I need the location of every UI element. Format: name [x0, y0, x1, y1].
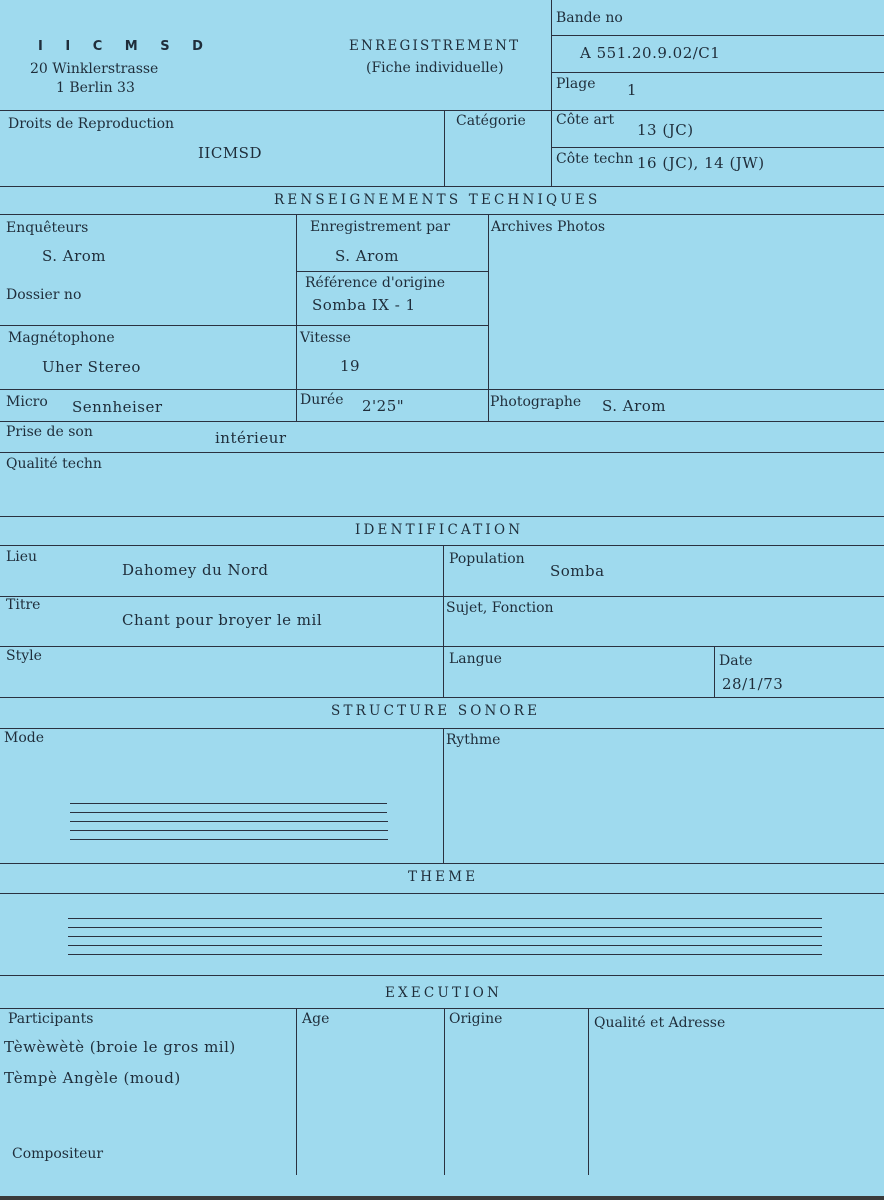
rythme-label: Rythme [446, 732, 501, 748]
rule [588, 1008, 589, 1175]
enqueteurs-value: S. Arom [42, 247, 107, 265]
dossier-label: Dossier no [6, 287, 82, 303]
photographe-value: S. Arom [602, 397, 667, 415]
rule [551, 147, 884, 148]
identification-heading: IDENTIFICATION [355, 522, 524, 538]
langue-label: Langue [449, 651, 502, 667]
execution-heading: EXECUTION [385, 985, 503, 1001]
structure-heading: STRUCTURE SONORE [331, 703, 541, 719]
qualite-adresse-label: Qualité et Adresse [594, 1015, 726, 1031]
theme-staff-line [68, 954, 822, 955]
rule [0, 893, 884, 894]
magnetophone-label: Magnétophone [8, 330, 115, 346]
rule [0, 421, 884, 422]
qualite-techn-label: Qualité techn [6, 456, 102, 472]
rule [296, 1008, 297, 1175]
vitesse-label: Vitesse [300, 330, 351, 346]
duree-value: 2'25" [362, 397, 405, 415]
mode-label: Mode [4, 730, 45, 746]
rule [551, 35, 884, 36]
bottom-edge [0, 1196, 884, 1200]
mode-staff-line [70, 830, 388, 831]
rule [0, 186, 884, 187]
rule [0, 1008, 884, 1009]
mode-staff-line [70, 821, 388, 822]
participant-1: Tèwèwètè (broie le gros mil) [4, 1038, 236, 1056]
org-name: I I C M S D [38, 39, 212, 54]
titre-label: Titre [6, 597, 41, 613]
titre-value: Chant pour broyer le mil [122, 611, 323, 629]
prise-label: Prise de son [6, 424, 93, 440]
rule [0, 728, 884, 729]
rule [0, 110, 884, 111]
duree-label: Durée [300, 392, 344, 408]
vitesse-value: 19 [340, 357, 361, 375]
cote-techn-label: Côte techn [556, 151, 634, 167]
sujet-label: Sujet, Fonction [446, 600, 554, 616]
bande-label: Bande no [556, 10, 623, 26]
rule [551, 72, 884, 73]
magnetophone-value: Uher Stereo [42, 358, 141, 376]
reference-label: Référence d'origine [305, 275, 446, 291]
compositeur-label: Compositeur [12, 1146, 104, 1162]
micro-label: Micro [6, 394, 48, 410]
population-label: Population [449, 551, 525, 567]
mode-staff-line [70, 803, 387, 804]
mode-staff-line [70, 839, 388, 840]
enqueteurs-label: Enquêteurs [6, 220, 89, 236]
org-street: 20 Winklerstrasse [30, 61, 159, 77]
rule [0, 214, 884, 215]
org-city: 1 Berlin 33 [56, 80, 135, 96]
participant-2: Tèmpè Angèle (moud) [4, 1069, 181, 1087]
rule [0, 545, 884, 546]
plage-value: 1 [627, 81, 638, 99]
mode-staff-line [70, 812, 387, 813]
droits-label: Droits de Reproduction [8, 116, 175, 132]
categorie-label: Catégorie [456, 113, 526, 129]
population-value: Somba [550, 562, 605, 580]
plage-label: Plage [556, 76, 596, 92]
cote-art-label: Côte art [556, 112, 615, 128]
rule [0, 975, 884, 976]
bande-value: A 551.20.9.02/C1 [580, 44, 721, 62]
enregistrement-par-label: Enregistrement par [310, 219, 451, 235]
droits-value: IICMSD [198, 144, 262, 162]
rule [443, 728, 444, 863]
rule [296, 271, 488, 272]
rule [296, 214, 297, 421]
rule [443, 545, 444, 697]
lieu-label: Lieu [6, 549, 38, 565]
rule [0, 389, 884, 390]
rule [0, 863, 884, 864]
rule [0, 697, 884, 698]
age-label: Age [302, 1011, 330, 1027]
participants-label: Participants [8, 1011, 94, 1027]
rule [444, 1008, 445, 1175]
rule [0, 325, 488, 326]
rule [714, 646, 715, 697]
style-label: Style [6, 648, 42, 664]
cote-techn-value: 16 (JC), 14 (JW) [637, 154, 765, 172]
cote-art-value: 13 (JC) [637, 121, 694, 139]
theme-staff-line [68, 936, 822, 937]
reference-value: Somba IX - 1 [312, 296, 416, 314]
archives-photos-label: Archives Photos [491, 219, 606, 235]
micro-value: Sennheiser [72, 398, 163, 416]
rule [0, 596, 884, 597]
date-label: Date [719, 653, 753, 669]
theme-staff-line [68, 945, 822, 946]
rule [0, 646, 884, 647]
theme-staff-line [68, 927, 822, 928]
enregistrement-par-value: S. Arom [335, 247, 400, 265]
rule [551, 0, 552, 186]
origine-label: Origine [449, 1011, 503, 1027]
tech-heading: RENSEIGNEMENTS TECHNIQUES [274, 192, 601, 208]
lieu-value: Dahomey du Nord [122, 561, 269, 579]
theme-staff-line [68, 918, 822, 919]
form-title: ENREGISTREMENT [349, 38, 521, 54]
rule [444, 110, 445, 186]
photographe-label: Photographe [490, 394, 582, 410]
form-subtitle: (Fiche individuelle) [366, 60, 504, 76]
date-value: 28/1/73 [722, 675, 784, 693]
rule [488, 214, 489, 421]
prise-value: intérieur [215, 429, 287, 447]
rule [0, 452, 884, 453]
rule [0, 516, 884, 517]
theme-heading: THEME [408, 869, 479, 885]
